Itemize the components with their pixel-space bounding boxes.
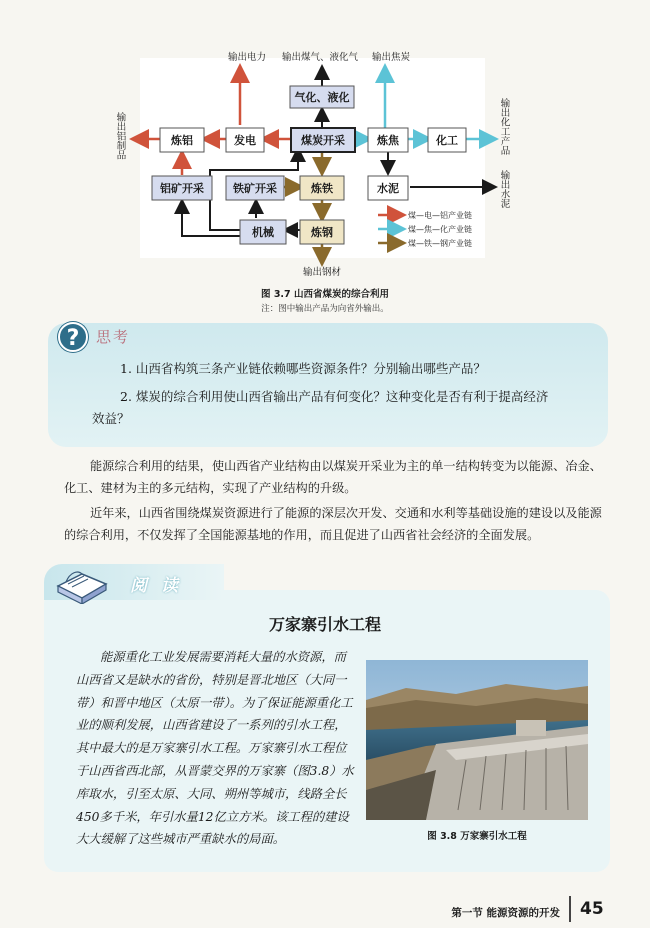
svg-text:水泥: 水泥 xyxy=(377,182,399,195)
reading-label: 阅读 xyxy=(130,576,192,596)
box-bauxite-mining xyxy=(152,176,212,200)
reading-paragraph: 能源重化工业发展需要消耗大量的水资源，而山西省又是缺水的省份，特别是晋北地区（大同一带）和晋中地区（太原一带）。为了保证能源重化工业的顺利发展，山西省建设了一系列的引水工程，其中最大的是万家寨引水工程。万家寨引水工程位于山西省西北部，从晋蒙交界的万家寨（图3.8）水库取水，引至太原、大同、朔州等城市，线路全长450多千米，年引水量12亿立方米。该工程的建设大大缓解了这些城市严重缺水的局面。 xyxy=(76,650,354,847)
reading-text xyxy=(76,646,358,851)
box-coking xyxy=(368,128,408,152)
svg-text:化工: 化工 xyxy=(436,134,458,147)
output-gas-label: 输出煤气、液化气 xyxy=(282,52,359,63)
think-title: 思考 xyxy=(96,328,131,346)
box-gasify xyxy=(290,86,354,108)
body-paragraph-1: 能源综合利用的结果，使山西省产业结构由以煤炭开采业为主的单一结构转变为以能源、冶金、化工、建材为主的多元结构，实现了产业结构的升级。 xyxy=(64,459,602,495)
svg-text:铁矿开采: 铁矿开采 xyxy=(233,182,277,195)
output-cement-label: 输出水泥 xyxy=(498,170,510,208)
diagram-legend xyxy=(378,210,472,248)
svg-text:炼钢: 炼钢 xyxy=(311,226,333,239)
page-number: 45 xyxy=(580,899,604,919)
box-iron-smelt xyxy=(300,176,344,200)
box-coal-mining xyxy=(291,128,355,152)
figure-3-7-caption: 图 3.7 山西省煤炭的综合利用 xyxy=(261,289,389,300)
svg-text:炼铁: 炼铁 xyxy=(311,182,333,195)
svg-text:气化、液化: 气化、液化 xyxy=(294,91,350,104)
reading-title: 万家寨引水工程 xyxy=(268,615,381,634)
svg-text:煤—电—铝产业链: 煤—电—铝产业链 xyxy=(408,211,472,220)
box-iron-mining xyxy=(226,176,284,200)
output-power-label: 输出电力 xyxy=(228,52,267,63)
svg-text:煤—焦—化产业链: 煤—焦—化产业链 xyxy=(408,225,472,234)
box-aluminum-smelt xyxy=(160,128,204,152)
box-cement xyxy=(368,176,408,200)
svg-text:发电: 发电 xyxy=(234,134,256,147)
think-question-2-continued: 效益？ xyxy=(92,411,130,426)
svg-text:铝矿开采: 铝矿开采 xyxy=(160,182,204,195)
svg-text:炼铝: 炼铝 xyxy=(171,134,193,147)
footer-section-title: 第一节 能源资源的开发 xyxy=(451,907,560,919)
coal-utilization-diagram xyxy=(0,0,650,285)
output-chemical-products-label: 输出化工产品 xyxy=(498,98,510,155)
svg-text:炼焦: 炼焦 xyxy=(377,134,399,147)
box-power xyxy=(226,128,264,152)
figure-3-7-note: 注：图中输出产品为向省外输出。 xyxy=(261,304,389,314)
svg-text:机械: 机械 xyxy=(252,226,274,239)
think-question-1: 1. 山西省构筑三条产业链依赖哪些资源条件？分别输出哪些产品？ xyxy=(120,361,486,376)
box-machinery xyxy=(240,220,286,244)
svg-text:煤—铁—钢产业链: 煤—铁—钢产业链 xyxy=(408,239,472,248)
box-chemical xyxy=(428,128,466,152)
output-steel-label: 输出钢材 xyxy=(302,267,342,278)
open-book-icon xyxy=(54,564,110,604)
think-question-2: 2. 煤炭的综合利用使山西省输出产品有何变化？这种变化是否有利于提高经济 xyxy=(120,389,549,404)
question-icon: ? xyxy=(58,322,88,352)
svg-text:煤炭开采: 煤炭开采 xyxy=(301,134,345,147)
output-coke-label: 输出焦炭 xyxy=(372,52,411,63)
body-paragraph-2: 近年来，山西省围绕煤炭资源进行了能源的深层次开发、交通和水利等基础设施的建设以及能源的综合利用，不仅发挥了全国能源基地的作用，而且促进了山西省社会经济的全面发展。 xyxy=(64,506,602,542)
box-steel-smelt xyxy=(300,220,344,244)
figure-3-8-caption: 图 3.8 万家寨引水工程 xyxy=(427,831,527,842)
footer-divider xyxy=(569,896,571,922)
wanjiazhai-dam-photo xyxy=(366,660,588,820)
output-aluminum-products-label: 输出铝制品 xyxy=(114,112,126,160)
think-box xyxy=(48,323,608,447)
